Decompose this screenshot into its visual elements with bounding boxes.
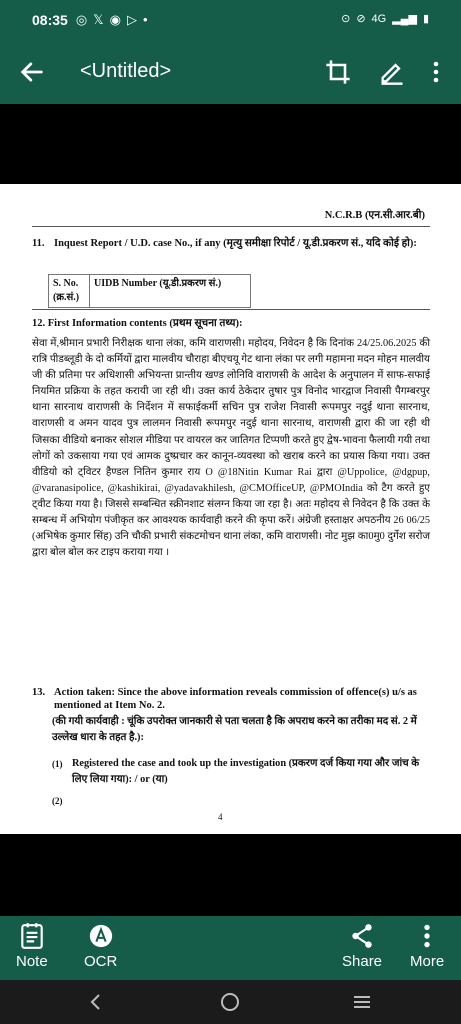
item-12-text: First Information contents (प्रथम सूचना तथ्य): xyxy=(47,318,243,329)
ocr-label: OCR xyxy=(84,953,118,970)
ncrb-header: N.C.R.B (एन.सी.आर.बी) xyxy=(324,210,425,221)
nav-back-icon[interactable] xyxy=(88,992,104,1012)
option-1-number: (1) xyxy=(52,759,63,769)
action-option-1 xyxy=(52,756,430,788)
app-icon: ◉ xyxy=(109,12,121,27)
note-button[interactable] xyxy=(16,922,48,970)
bottom-action-bar xyxy=(0,916,461,980)
share-button[interactable] xyxy=(342,922,382,970)
sno-header: S. No. (क्र.सं.) xyxy=(49,275,90,308)
item-13-hindi: (की गयी कार्यवाही : चूंकि उपरोक्त जानकारी से पता चलता है कि अपराध करने का तरीका मद सं. 2 में उल्लेख धारा के तहत है.): xyxy=(52,716,417,743)
item-13 xyxy=(32,686,430,712)
item-12 xyxy=(32,316,243,330)
item-12-number: 12. xyxy=(32,318,46,329)
x-icon: 𝕏 xyxy=(93,12,104,27)
nav-home-icon[interactable] xyxy=(220,992,240,1012)
status-time: 08:35 xyxy=(32,12,68,28)
item-11 xyxy=(32,236,430,252)
status-right xyxy=(341,12,429,25)
play-icon: ▷ xyxy=(126,12,137,27)
document-page[interactable] xyxy=(0,184,461,834)
uidb-header: UIDB Number (यू.डी.प्रकरण सं.) xyxy=(90,275,251,308)
note-icon xyxy=(19,922,45,950)
more-button[interactable] xyxy=(410,922,444,970)
option-1-text: Registered the case and took up the investigation (प्रकरण दर्ज किया गया और जांच के लिए लिया गया): / or (या) xyxy=(72,758,420,785)
notification-icons xyxy=(76,12,148,28)
status-bar xyxy=(0,0,461,40)
ocr-button[interactable] xyxy=(84,922,117,970)
share-label: Share xyxy=(342,953,383,970)
overflow-menu-icon[interactable] xyxy=(426,58,446,86)
nav-recents-icon[interactable] xyxy=(352,994,372,1010)
pen-icon[interactable] xyxy=(378,58,406,86)
action-option-2: (2) xyxy=(52,796,63,806)
more-label: More xyxy=(410,953,445,970)
ocr-icon xyxy=(88,922,114,950)
crop-icon[interactable] xyxy=(324,58,352,86)
dot-icon: • xyxy=(142,12,148,27)
item-13-number: 13. xyxy=(32,687,46,698)
item-11-number: 11. xyxy=(32,238,45,249)
document-title: <Untitled> xyxy=(80,60,172,82)
item-13-text: Action taken: Since the above information reveals commission of offence(s) u/s as mentioned at Item No. 2. xyxy=(54,687,417,711)
fir-content: सेवा में,श्रीमान प्रभारी निरीक्षक थाना लंका, कमि वाराणसी। महोदय, निवेदन है कि दिनांक 24/25.06.2025 की रात्रि पीडब्लूडी के दो कर्मियों द्वारा मालवीय चौराहा बीएचयू गेट थाना लंका पर लगी महामना मदन मोहन मालवीय जी की प्रतिमा पर अधिशासी अभियन्ता प्रान्तीय खण्ड लोनिवि वाराणसी के आदेश के अनुपालन में साफ-सफाई नियमित प्रक्रिया के तहत करायी जा रही थी। उक्त कार्य ठेकेदार तुषार पुत्र विनोद भारद्वाज निवासी पैगम्बरपुर थाना सारनाथ वाराणसी के निर्देशन में सफाईकर्मी सचिन पुत्र राजेश निवासी रूपमपुर नदुई थाना सारनाथ, वाराणसी व अमन यादव पुत्र लालमन निवासी रूपमपुर नदुई थाना सारनाथ, वाराणसी द्वारा की जा रही थी जिसका वीडियो बनाकर सोशल मीडिया पर वायरल कर जातिगत टिप्पणी करते हुए द्वेष-भावना फैलायी गयी तथा लोगों को उकसाया गया एवं आमक दुष्प्रचार कर कानून-व्यवस्था को खराब करने का प्रयास किया गया। उक्त वीडियो को ट्विटर हैण्डल नितिन कुमार राय O @18Nitin Kumar Rai द्वारा @Uppolice, @dgpup, @varanasipolice, @kashikirai, @yadavakhilesh, @CMOfficeUP, @PMOIndia को टैग करते हुए ट्वीट किया गया है। जिससे सम्बन्धित स्क्रीनशाट संलग्न किया जा रहा है। अतः महोदय से निवेदन है कि उक्त के सम्बन्ध में अभियोग पंजीकृत कर आवश्यक कार्यवाही करने की कृपा करें। अंग्रेजी हस्ताक्षर अपठनीय 26 06/25 (अभिषेक कुमार सिंह) उनि चौकी प्रभारी संकटमोचन थाना लंका, कमि वाराणसी। नोट मुझ का0मु0 दुर्गेश सरोज द्वारा बोल बोल कर टाइप कराया गया । xyxy=(32,338,430,559)
system-nav-bar xyxy=(0,980,461,1024)
whatsapp-icon: ◎ xyxy=(75,12,88,27)
uidb-table xyxy=(48,274,251,308)
divider xyxy=(32,226,430,227)
app-bar xyxy=(0,40,461,104)
page-number: 4 xyxy=(218,812,223,822)
divider xyxy=(32,309,430,310)
note-label: Note xyxy=(16,953,48,970)
share-icon xyxy=(349,922,375,950)
mute-icon: ⊘ xyxy=(356,13,366,25)
back-arrow-icon[interactable] xyxy=(18,58,46,86)
signal-icon: ▂▄▆ xyxy=(392,13,417,25)
item-11-text: Inquest Report / U.D. case No., if any (मृत्यु समीक्षा रिपोर्ट / यू.डी.प्रकरण सं., यदि कोई हो): xyxy=(54,238,417,249)
battery-icon: ▮ xyxy=(422,13,429,25)
alarm-icon: ⊙ xyxy=(341,13,351,25)
more-vert-icon xyxy=(414,922,440,950)
network-label: 4G xyxy=(371,12,387,25)
